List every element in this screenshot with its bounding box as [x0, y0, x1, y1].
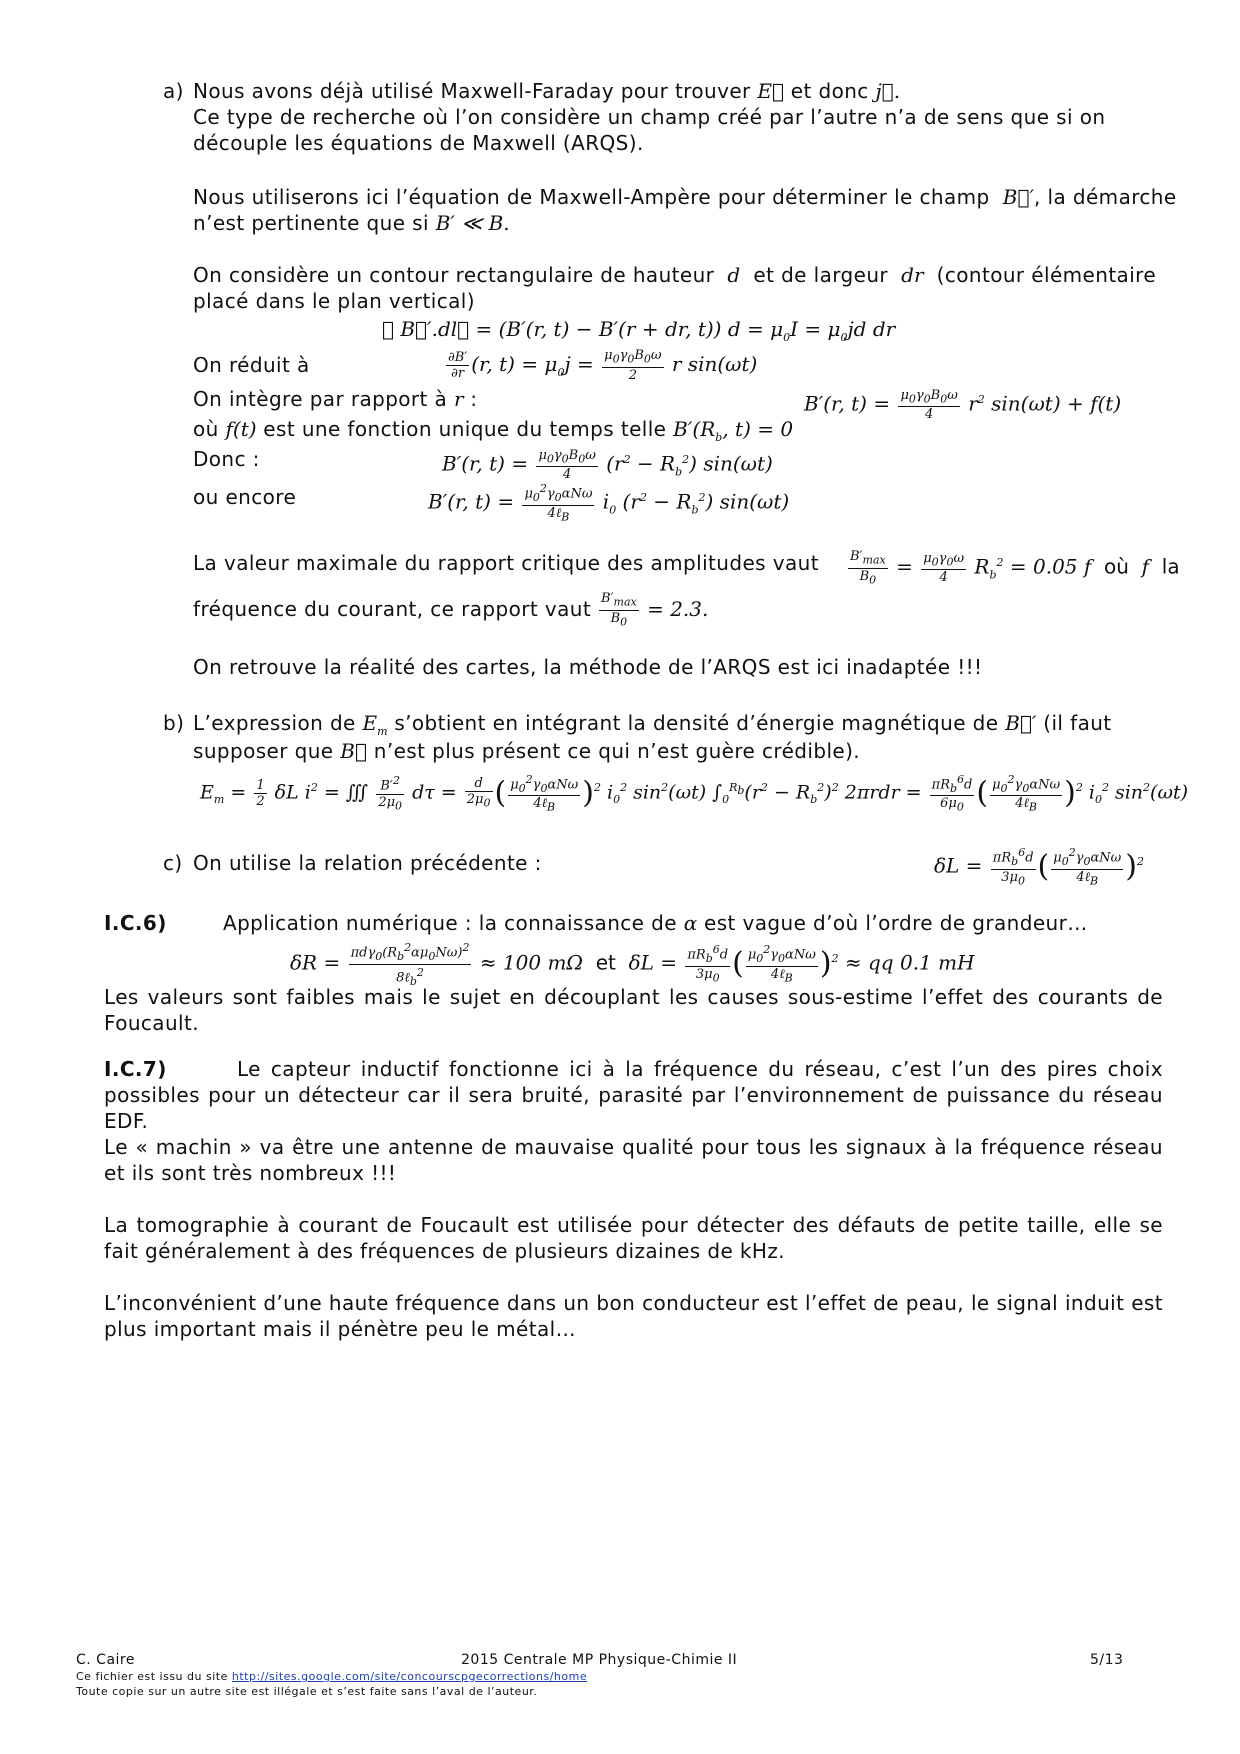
equation-so: B′(r, t) = $\frac{\mu_0\gamma_0B_0\omega}{4}$ $(r^2 - R_b^2)$ sin(ωt) — [442, 447, 773, 483]
part-a-line-2: Ce type de recherche où l’on considère un champ créé par l’autre n’a de sens que si on — [193, 105, 1106, 129]
equation-freq-ratio: $\frac{B'_{max}}{B_0}$ = 2.3. — [601, 591, 709, 629]
part-b-line-1: L’expression de $E_m$ s’obtient en intégrant la densité d’énergie magnétique de B⃗′ (il faut — [193, 711, 1112, 738]
part-b-label: b) — [163, 711, 185, 735]
equation-or: B′(r, t) = $\frac{\mu_0^2\gamma_0\alpha N\omega}{4\ell_B}$ $i_0$ $(r^2 - R_b^2)$ sin(ωt) — [428, 482, 790, 524]
part-a-label: a) — [163, 79, 184, 103]
footer-page-number: 5/13 — [1090, 1652, 1124, 1668]
part-c-line-1: On utilise la relation précédente : — [193, 851, 542, 875]
equation-circulation: ∮ B⃗′.dl⃗ = (B′(r, t) − B′(r + dr, t)) $d = \mu_0I = \mu_0jd$ dr — [382, 317, 896, 344]
equation-integrated: B′(r, t) = $\frac{\mu_0\gamma_0B_0\omega}{4}$ $r^2$ sin(ωt) + f(t) — [804, 387, 1122, 423]
ic7-paragraph-3: La tomographie à courant de Foucault est utilisée pour détecter des défauts de petite taille, elle se fait généralement à des fréquences de plusieurs dizaines de kHz. — [104, 1213, 1163, 1263]
ic7-label: I.C.7) — [104, 1057, 167, 1081]
part-a-line-7: placé dans le plan vertical) — [193, 289, 475, 313]
footer-source-link[interactable]: http://sites.google.com/site/concourscpgecorrections/home — [231, 1670, 588, 1683]
footer-source: Ce fichier est issu du site http://sites.google.com/site/concourscpgecorrections/home — [76, 1670, 588, 1683]
part-a-line-3: découple les équations de Maxwell (ARQS). — [193, 131, 644, 155]
equation-derivative: $\frac{\partial B'}{\partial r}$ (r, $t) = \mu_0j$ = $\frac{\mu_0\gamma_0B_0\omega}{2}$ r sin(ωt) — [448, 348, 758, 383]
part-a-conclusion: On retrouve la réalité des cartes, la méthode de l’ARQS est ici inadaptée !!! — [193, 655, 983, 679]
so-label: Donc : — [193, 447, 260, 471]
footer-copyright: Toute copie sur un autre site est illégale et s’est faite sans l’aval de l’auteur. — [76, 1685, 538, 1698]
ratio-line: La valeur maximale du rapport critique des amplitudes vaut — [193, 551, 819, 575]
part-a-line-4: Nous utiliserons ici l’équation de Maxwell-Ampère pour déterminer le champ B⃗′, la démarche — [193, 185, 1177, 209]
footer-title: 2015 Centrale MP Physique-Chimie II — [461, 1652, 738, 1668]
ic6-label: I.C.6) — [104, 911, 167, 935]
part-a-line-6: On considère un contour rectangulaire de hauteur d et de largeur dr (contour élémentaire — [193, 263, 1157, 287]
ic7-paragraph-1: I.C.7) Le capteur inductif fonctionne ici à la fréquence du réseau, c’est l’un des pires choix possibles pour un détecteur car il sera bruité, parasité par l’environnement de puissance du réseau EDF. — [104, 1057, 1163, 1133]
or-label: ou encore — [193, 485, 297, 509]
equation-ratio: $\frac{B'_{max}}{B_0}$ = $\frac{\mu_0\gamma_0\omega}{4}$ $R_b^2 = 0.05$ f où f la — [850, 549, 1180, 587]
part-b-line-2: supposer que B⃗ n’est plus présent ce qui n’est guère crédible). — [193, 739, 861, 763]
ic6-line-1: Application numérique : la connaissance de α est vague d’où l’ordre de grandeur… — [223, 911, 1088, 935]
part-a-line-5: n’est pertinente que si B′ ≪ B. — [193, 211, 510, 235]
footer-author: C. Caire — [76, 1652, 135, 1668]
equation-inductance: δL = $\frac{\pi R_b^6d}{3\mu_0}$ ( $\frac{\mu_0^2\gamma_0\alpha N\omega}{4\ell_B}$ )$^2$ — [934, 846, 1144, 888]
freq-line: fréquence du courant, ce rapport vaut — [193, 597, 592, 621]
equation-ic6: δR = $\frac{\pi d\gamma_0(R_b^2\alpha\mu_0N\omega)^2}{8\ell_b^2}$ ≈ 100 mΩ et δL = $\frac{\pi R_b^6d}{3\mu_0}$ ( $\frac{\mu_0^2\gamma_0\alpha N\omega}{4\ell_B}$ )$^2$ ≈ qq 0.1 mH — [290, 940, 975, 988]
part-a-line-1: Nous avons déjà utilisé Maxwell-Faraday pour trouver E⃗ et donc j⃗. — [193, 79, 901, 103]
ic6-paragraph: Les valeurs sont faibles mais le sujet en découplant les causes sous-estime l’effet des courants de Foucault. — [104, 985, 1163, 1035]
where-line: où f(t) est une fonction unique du temps telle $B'(R_b$, t) = 0 — [193, 417, 794, 444]
reduce-label: On réduit à — [193, 353, 310, 377]
equation-energy: $E_m$ = $\frac{1}{2}$ δL $i^2$ = ∭ $\frac{B'^2}{2\mu_0}$ dτ = $\frac{d}{2\mu_0}$ ( $\frac{\mu_0^2\gamma_0\alpha N\omega}{4\ell_B}$ )$^2$ $i_0^2$ $\sin^2(\omega t) \int_0^{R_b}(r^2 - R_b^2)^2$ 2πrdr = $\frac{\pi R_b^6d}{6\mu_0}$ ( $\frac{\mu_0^2\gamma_0\alpha N\omega}{4\ell_B}$ )$^2$ $i_0^2$ $\sin^2(\omega t)$ — [200, 772, 1189, 815]
ic7-paragraph-4: L’inconvénient d’une haute fréquence dans un bon conducteur est l’effet de peau, le signal induit est plus important mais il pénètre peu le métal… — [104, 1291, 1163, 1341]
part-c-label: c) — [163, 851, 183, 875]
ic7-paragraph-2: Le « machin » va être une antenne de mauvaise qualité pour tous les signaux à la fréquence réseau et ils sont très nombreux !!! — [104, 1135, 1163, 1185]
integrate-label: On intègre par rapport à r : — [193, 387, 478, 411]
